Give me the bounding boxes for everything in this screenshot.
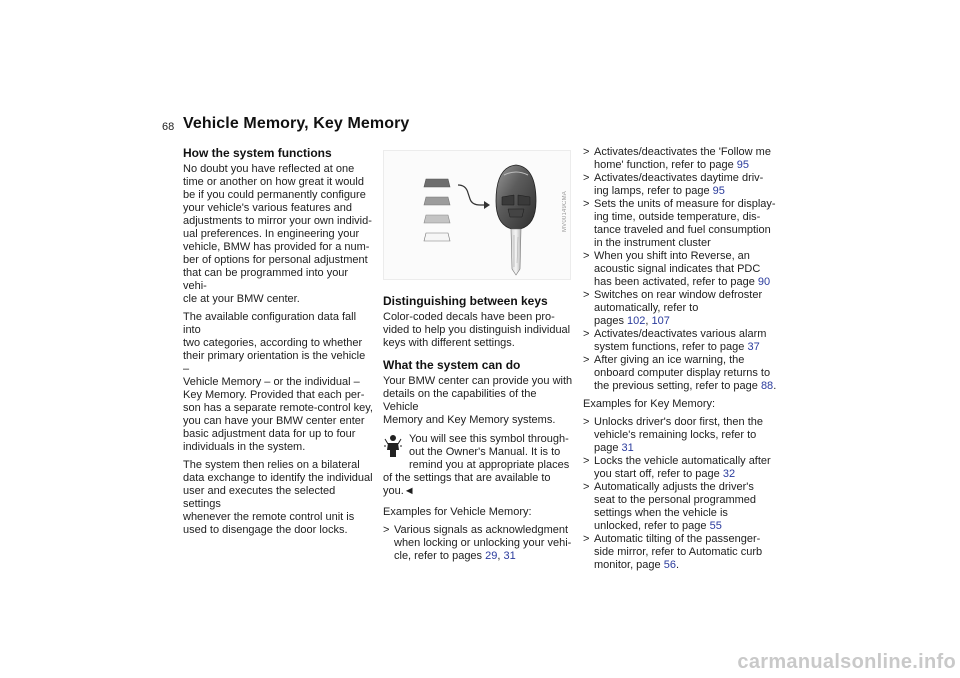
heading-distinguishing-keys: Distinguishing between keys: [383, 294, 548, 308]
page-number: 68: [162, 121, 175, 133]
list-item: > Locks the vehicle automatically after you start off, refer to page 32: [583, 455, 777, 481]
end-marker-icon: ◄: [403, 485, 415, 497]
paragraph-decals: Color-coded decals have been pro- vided to help you distinguish individual keys with different settings.: [383, 311, 571, 349]
heading-how-system-functions: How the system functions: [183, 146, 332, 160]
list-item: > Automatic tilting of the passenger- side mirror, refer to Automatic curb monitor, page 56.: [583, 533, 777, 572]
page-link[interactable]: 88: [760, 380, 774, 392]
paragraph-categories: The available configuration data fall into two categories, according to whether their primary orientation is the vehicle – Vehicle Memory – or the individual – Key Memory. Provided that each per- son has a separate remote-control key, you can have your BMW center enter basic adjustment data for up to four individuals in the system.: [183, 311, 373, 453]
site-watermark: carmanualsonline.info: [737, 651, 956, 673]
page-link[interactable]: 31: [621, 442, 634, 454]
list-item: > After giving an ice warning, the onboard computer display returns to the previous setting, refer to page 88.: [583, 354, 777, 393]
list-item: > Sets the units of measure for display- ing time, outside temperature, dis- tance traveled and fuel consumption in the instrument cluster: [583, 198, 777, 250]
column-examples: [583, 146, 777, 577]
person-key-memory-icon: [383, 434, 403, 458]
key-decals-figure: [384, 151, 570, 279]
list-item: > Activates/deactivates various alarm system functions, refer to page 37: [583, 328, 777, 354]
list-item: > Activates/deactivates daytime driv- ing lamps, refer to page 95: [583, 172, 777, 198]
decal-dark: [424, 179, 450, 187]
label-vehicle-memory-examples: Examples for Vehicle Memory:: [383, 506, 532, 518]
page-link[interactable]: 107: [651, 315, 670, 327]
key-illustration: [383, 150, 571, 280]
figure-code: MV00149CMA: [562, 191, 568, 233]
paragraph-intro: No doubt you have reflected at one time or another on how great it would be if you could permanently configure your vehicle's various features and adjustments to mirror your own individ- ual preferences. In engineering your vehicle, BMW has provided for a num- ber of options for personal adjustment that can be programmed into your vehi- cle at your BMW center.: [183, 163, 372, 305]
list-item: > Switches on rear window defroster automatically, refer to pages 102, 107: [583, 289, 777, 328]
arrow-icon: [458, 185, 484, 205]
list-item: > Unlocks driver's door first, then the vehicle's remaining locks, refer to page 31: [583, 416, 777, 455]
page-link[interactable]: 55: [709, 520, 722, 532]
vehicle-memory-list: [583, 146, 777, 393]
column-keys: [383, 294, 573, 568]
page-link[interactable]: 31: [503, 550, 516, 562]
page-link[interactable]: 95: [712, 185, 725, 197]
column-how-it-works: [183, 146, 373, 542]
vehicle-memory-list-start: [383, 524, 573, 563]
page-link[interactable]: 29: [485, 550, 498, 562]
heading-what-system-can-do: What the system can do: [383, 358, 521, 372]
decal-mid: [424, 197, 450, 205]
paragraph-data-exchange: The system then relies on a bilateral data exchange to identify the individual user and executes the selected settings whenever the remote control unit is used to disengage the door locks.: [183, 459, 373, 536]
key-blade: [511, 229, 521, 275]
decal-light: [424, 215, 450, 223]
page-link[interactable]: 90: [757, 276, 771, 288]
page-link[interactable]: 95: [736, 159, 749, 171]
page-title: Vehicle Memory, Key Memory: [183, 115, 410, 132]
note-text: You will see this symbol through-out the Owner's Manual. It is to remind you at appropriate places of the settings that are available to you.: [383, 433, 570, 497]
page-link[interactable]: 37: [747, 341, 760, 353]
paragraph-capabilities: Your BMW center can provide you with details on the capabilities of the Vehicle Memory and Key Memory systems.: [383, 375, 573, 426]
list-item: > Activates/deactivates the 'Follow me home' function, refer to page 95: [583, 146, 777, 172]
decal-white: [424, 233, 450, 241]
label-key-memory-examples: Examples for Key Memory:: [583, 398, 716, 410]
key-memory-list: [583, 416, 777, 572]
list-item: > When you shift into Reverse, an acoustic signal indicates that PDC has been activated, refer to page 90: [583, 250, 777, 289]
key-memory-note: [383, 433, 573, 498]
page-link[interactable]: 56: [663, 559, 676, 571]
page-link[interactable]: 32: [722, 468, 736, 480]
page-link[interactable]: 102: [627, 315, 646, 327]
list-item: > Automatically adjusts the driver's seat to the personal programmed settings when the vehicle is unlocked, refer to page 55: [583, 481, 777, 533]
list-item: > Various signals as acknowledgment when locking or unlocking your vehi- cle, refer to pages 29, 31: [383, 524, 573, 563]
